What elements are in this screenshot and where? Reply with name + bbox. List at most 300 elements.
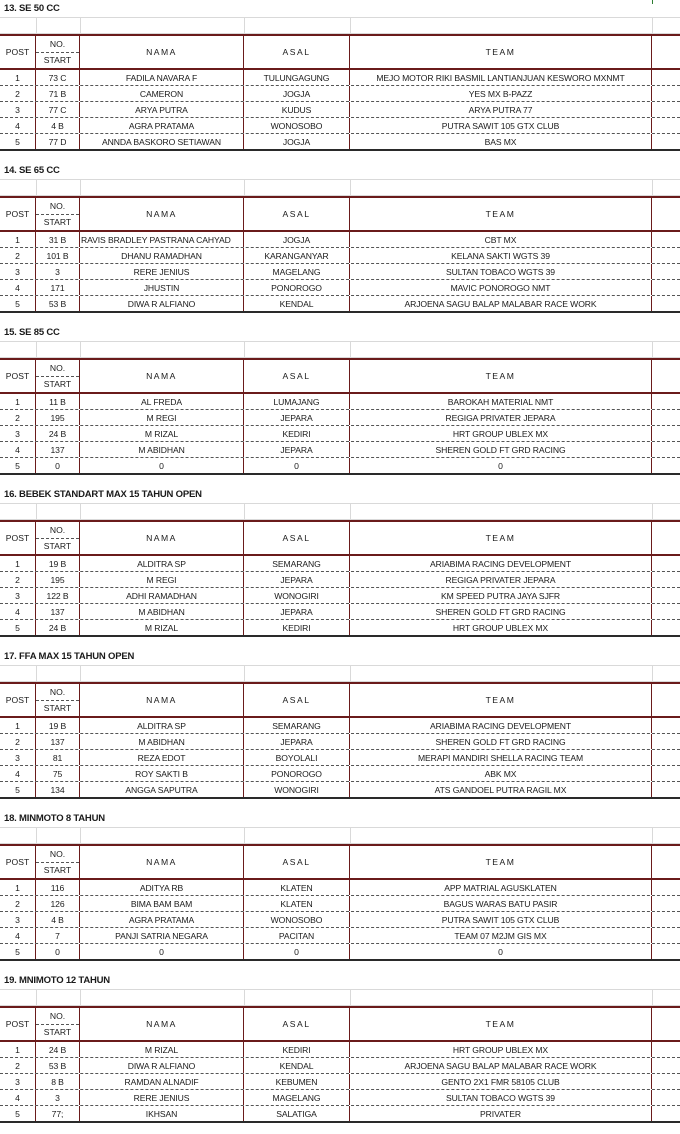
table-row[interactable] bbox=[0, 588, 680, 604]
table-row[interactable] bbox=[0, 750, 680, 766]
header-no: NO. bbox=[36, 685, 79, 701]
cell-nama[interactable]: RERE JENIUS bbox=[80, 1090, 244, 1105]
cell-post[interactable]: 2 bbox=[0, 572, 36, 587]
cell-asal[interactable]: JEPARA bbox=[244, 442, 350, 457]
cell-nama[interactable]: M ABIDHAN bbox=[80, 442, 244, 457]
cell-asal[interactable]: JEPARA bbox=[244, 734, 350, 749]
header-start: START bbox=[43, 702, 72, 713]
cell-asal[interactable]: KEDIRI bbox=[244, 620, 350, 635]
cell-start[interactable]: 171 bbox=[36, 280, 80, 295]
cell-team[interactable]: YES MX B-PAZZ bbox=[350, 86, 652, 101]
sheet-gridline-vertical bbox=[244, 341, 245, 358]
cell-team[interactable]: REGIGA PRIVATER JEPARA bbox=[350, 410, 652, 425]
cell-start[interactable]: 122 B bbox=[36, 588, 80, 603]
cell-asal[interactable]: SEMARANG bbox=[244, 556, 350, 571]
cell-extra[interactable] bbox=[652, 280, 680, 295]
cell-asal[interactable]: SALATIGA bbox=[244, 1106, 350, 1121]
cell-asal[interactable]: WONOGIRI bbox=[244, 588, 350, 603]
cell-team[interactable]: HRT GROUP UBLEX MX bbox=[350, 426, 652, 441]
table-row[interactable] bbox=[0, 880, 680, 896]
cell-team[interactable]: GENTO 2X1 FMR 58105 CLUB bbox=[350, 1074, 652, 1089]
table-row[interactable] bbox=[0, 70, 680, 86]
cell-extra[interactable] bbox=[652, 718, 680, 733]
sheet-gridline bbox=[0, 341, 680, 342]
cell-asal[interactable]: SEMARANG bbox=[244, 718, 350, 733]
table-row[interactable] bbox=[0, 896, 680, 912]
cell-start[interactable]: 24 B bbox=[36, 426, 80, 441]
sheet-gridline-vertical bbox=[652, 989, 653, 1006]
cell-start[interactable]: 75 bbox=[36, 766, 80, 781]
cell-extra[interactable] bbox=[652, 944, 680, 959]
cell-team[interactable]: 0 bbox=[350, 944, 652, 959]
cell-post[interactable]: 1 bbox=[0, 556, 36, 571]
cell-post[interactable]: 1 bbox=[0, 70, 36, 85]
header-nama: NAMA bbox=[80, 684, 244, 716]
cell-team[interactable]: APP MATRIAL AGUSKLATEN bbox=[350, 880, 652, 895]
cell-asal[interactable]: JOGJA bbox=[244, 232, 350, 247]
table-row[interactable] bbox=[0, 280, 680, 296]
results-table bbox=[0, 682, 680, 799]
cell-post[interactable]: 2 bbox=[0, 734, 36, 749]
cell-asal[interactable]: KLATEN bbox=[244, 880, 350, 895]
cell-team[interactable]: ARIABIMA RACING DEVELOPMENT bbox=[350, 556, 652, 571]
cell-start[interactable]: 3 bbox=[36, 264, 80, 279]
cell-nama[interactable]: M ABIDHAN bbox=[80, 604, 244, 619]
cell-asal[interactable]: KARANGANYAR bbox=[244, 248, 350, 263]
cell-asal[interactable]: KLATEN bbox=[244, 896, 350, 911]
cell-extra[interactable] bbox=[652, 86, 680, 101]
cell-start[interactable]: 137 bbox=[36, 604, 80, 619]
cell-nama[interactable]: AL FREDA bbox=[80, 394, 244, 409]
cell-extra[interactable] bbox=[652, 134, 680, 149]
cell-nama[interactable]: RERE JENIUS bbox=[80, 264, 244, 279]
cell-post[interactable]: 3 bbox=[0, 912, 36, 927]
cell-asal[interactable]: KENDAL bbox=[244, 1058, 350, 1073]
cell-asal[interactable]: PONOROGO bbox=[244, 766, 350, 781]
cell-extra[interactable] bbox=[652, 458, 680, 473]
cell-asal[interactable]: KENDAL bbox=[244, 296, 350, 311]
header-nama: NAMA bbox=[80, 522, 244, 554]
cell-post[interactable]: 2 bbox=[0, 410, 36, 425]
cell-team[interactable]: ABK MX bbox=[350, 766, 652, 781]
table-row[interactable] bbox=[0, 928, 680, 944]
sheet-gridline bbox=[0, 179, 680, 180]
cell-post[interactable]: 4 bbox=[0, 118, 36, 133]
cell-post[interactable]: 3 bbox=[0, 264, 36, 279]
sheet-gridline-vertical bbox=[652, 503, 653, 520]
section-title[interactable]: 13. SE 50 CC bbox=[4, 3, 60, 14]
cell-post[interactable]: 1 bbox=[0, 880, 36, 895]
table-row[interactable] bbox=[0, 296, 680, 313]
table-header bbox=[0, 846, 680, 880]
cell-post[interactable]: 2 bbox=[0, 248, 36, 263]
cell-post[interactable]: 2 bbox=[0, 1058, 36, 1073]
cell-nama[interactable]: M RIZAL bbox=[80, 426, 244, 441]
cell-extra[interactable] bbox=[652, 1090, 680, 1105]
section-title[interactable]: 15. SE 85 CC bbox=[4, 327, 60, 338]
cell-asal[interactable]: LUMAJANG bbox=[244, 394, 350, 409]
cell-extra[interactable] bbox=[652, 442, 680, 457]
cell-team[interactable]: MEJO MOTOR RIKI BASMIL LANTIANJUAN KESWORO MXNMT bbox=[350, 70, 652, 85]
sheet-gridline-vertical bbox=[244, 989, 245, 1006]
table-row[interactable] bbox=[0, 264, 680, 280]
cell-start[interactable]: 24 B bbox=[36, 1042, 80, 1057]
cell-post[interactable]: 3 bbox=[0, 102, 36, 117]
header-no-start bbox=[36, 684, 80, 716]
cell-start[interactable]: 77; bbox=[36, 1106, 80, 1121]
cell-nama[interactable]: REZA EDOT bbox=[80, 750, 244, 765]
cell-team[interactable]: SHEREN GOLD FT GRD RACING bbox=[350, 734, 652, 749]
cell-asal[interactable]: PONOROGO bbox=[244, 280, 350, 295]
header-no: NO. bbox=[36, 523, 79, 539]
table-row[interactable] bbox=[0, 718, 680, 734]
header-extra-cell bbox=[652, 846, 680, 878]
cell-team[interactable]: PUTRA SAWIT 105 GTX CLUB bbox=[350, 912, 652, 927]
table-row[interactable] bbox=[0, 394, 680, 410]
sheet-gridline-vertical bbox=[80, 827, 81, 844]
cell-nama[interactable]: 0 bbox=[80, 944, 244, 959]
cell-start[interactable]: 71 B bbox=[36, 86, 80, 101]
table-row[interactable] bbox=[0, 912, 680, 928]
results-table bbox=[0, 358, 680, 475]
cell-extra[interactable] bbox=[652, 296, 680, 311]
section-title[interactable]: 17. FFA MAX 15 TAHUN OPEN bbox=[4, 651, 135, 662]
cell-extra[interactable] bbox=[652, 620, 680, 635]
cell-nama[interactable]: PANJI SATRIA NEGARA bbox=[80, 928, 244, 943]
cell-extra[interactable] bbox=[652, 1074, 680, 1089]
cell-start[interactable]: 19 B bbox=[36, 718, 80, 733]
cell-asal[interactable]: KUDUS bbox=[244, 102, 350, 117]
cell-extra[interactable] bbox=[652, 880, 680, 895]
table-row[interactable] bbox=[0, 232, 680, 248]
cell-asal[interactable]: MAGELANG bbox=[244, 264, 350, 279]
cell-asal[interactable]: KEDIRI bbox=[244, 1042, 350, 1057]
cell-extra[interactable] bbox=[652, 896, 680, 911]
cell-post[interactable]: 1 bbox=[0, 718, 36, 733]
cell-start[interactable]: 116 bbox=[36, 880, 80, 895]
table-row[interactable] bbox=[0, 572, 680, 588]
cell-team[interactable]: BAGUS WARAS BATU PASIR bbox=[350, 896, 652, 911]
cell-post[interactable]: 5 bbox=[0, 458, 36, 473]
cell-team[interactable]: ARYA PUTRA 77 bbox=[350, 102, 652, 117]
table-row[interactable] bbox=[0, 1090, 680, 1106]
cell-team[interactable]: SULTAN TOBACO WGTS 39 bbox=[350, 264, 652, 279]
cell-team[interactable]: BAROKAH MATERIAL NMT bbox=[350, 394, 652, 409]
cell-extra[interactable] bbox=[652, 572, 680, 587]
cell-post[interactable]: 4 bbox=[0, 1090, 36, 1105]
table-row[interactable] bbox=[0, 426, 680, 442]
cell-extra[interactable] bbox=[652, 734, 680, 749]
cell-nama[interactable]: ANNDA BASKORO SETIAWAN bbox=[80, 134, 244, 149]
cell-asal[interactable]: WONOGIRI bbox=[244, 782, 350, 797]
cell-asal[interactable]: BOYOLALI bbox=[244, 750, 350, 765]
cell-start[interactable]: 77 D bbox=[36, 134, 80, 149]
header-no: NO. bbox=[36, 1009, 79, 1025]
cell-extra[interactable] bbox=[652, 588, 680, 603]
cell-start[interactable]: 0 bbox=[36, 458, 80, 473]
header-no-start bbox=[36, 846, 80, 878]
results-table bbox=[0, 520, 680, 637]
table-row[interactable] bbox=[0, 134, 680, 151]
cell-nama[interactable]: IKHSAN bbox=[80, 1106, 244, 1121]
sheet-gridline-vertical bbox=[350, 989, 351, 1006]
header-no: NO. bbox=[36, 37, 79, 53]
cell-extra[interactable] bbox=[652, 604, 680, 619]
cell-team[interactable]: HRT GROUP UBLEX MX bbox=[350, 1042, 652, 1057]
cell-start[interactable]: 24 B bbox=[36, 620, 80, 635]
cell-post[interactable]: 4 bbox=[0, 442, 36, 457]
cell-start[interactable]: 4 B bbox=[36, 912, 80, 927]
cell-extra[interactable] bbox=[652, 782, 680, 797]
cell-start[interactable]: 4 B bbox=[36, 118, 80, 133]
cell-nama[interactable]: DIWA R ALFIANO bbox=[80, 296, 244, 311]
header-start: START bbox=[43, 216, 72, 227]
sheet-gridline-vertical bbox=[36, 341, 37, 358]
cell-asal[interactable]: 0 bbox=[244, 458, 350, 473]
section-title[interactable]: 18. MINMOTO 8 TAHUN bbox=[4, 813, 105, 824]
table-row[interactable] bbox=[0, 102, 680, 118]
cell-start[interactable]: 8 B bbox=[36, 1074, 80, 1089]
cell-nama[interactable]: BIMA BAM BAM bbox=[80, 896, 244, 911]
cell-team[interactable]: HRT GROUP UBLEX MX bbox=[350, 620, 652, 635]
table-row[interactable] bbox=[0, 1106, 680, 1123]
cell-asal[interactable]: JEPARA bbox=[244, 410, 350, 425]
cell-start[interactable]: 53 B bbox=[36, 1058, 80, 1073]
cell-post[interactable]: 4 bbox=[0, 280, 36, 295]
cell-nama[interactable]: ADITYA RB bbox=[80, 880, 244, 895]
cell-nama[interactable]: CAMERON bbox=[80, 86, 244, 101]
cell-start[interactable]: 3 bbox=[36, 1090, 80, 1105]
cell-start[interactable]: 0 bbox=[36, 944, 80, 959]
cell-team[interactable]: MERAPI MANDIRI SHELLA RACING TEAM bbox=[350, 750, 652, 765]
race-class-section bbox=[0, 162, 680, 324]
sheet-gridline-vertical bbox=[80, 989, 81, 1006]
cell-team[interactable]: SHEREN GOLD FT GRD RACING bbox=[350, 442, 652, 457]
cell-team[interactable]: PRIVATER bbox=[350, 1106, 652, 1121]
cell-nama[interactable]: DHANU RAMADHAN bbox=[80, 248, 244, 263]
cell-nama[interactable]: ARYA PUTRA bbox=[80, 102, 244, 117]
cell-nama[interactable]: ADHI RAMADHAN bbox=[80, 588, 244, 603]
cell-extra[interactable] bbox=[652, 912, 680, 927]
cell-asal[interactable]: 0 bbox=[244, 944, 350, 959]
cell-asal[interactable]: JOGJA bbox=[244, 86, 350, 101]
table-row[interactable] bbox=[0, 86, 680, 102]
table-row[interactable] bbox=[0, 410, 680, 426]
cell-team[interactable]: ARJOENA SAGU BALAP MALABAR RACE WORK bbox=[350, 296, 652, 311]
cell-post[interactable]: 4 bbox=[0, 604, 36, 619]
table-row[interactable] bbox=[0, 766, 680, 782]
cell-extra[interactable] bbox=[652, 928, 680, 943]
cell-start[interactable]: 195 bbox=[36, 572, 80, 587]
cell-start[interactable]: 126 bbox=[36, 896, 80, 911]
cell-start[interactable]: 31 B bbox=[36, 232, 80, 247]
cell-nama[interactable]: ANGGA SAPUTRA bbox=[80, 782, 244, 797]
cell-post[interactable]: 1 bbox=[0, 232, 36, 247]
cell-post[interactable]: 5 bbox=[0, 1106, 36, 1121]
table-row[interactable] bbox=[0, 604, 680, 620]
cell-post[interactable]: 1 bbox=[0, 394, 36, 409]
cell-nama[interactable]: RAVIS BRADLEY PASTRANA CAHYAD bbox=[80, 232, 244, 247]
table-row[interactable] bbox=[0, 248, 680, 264]
section-title[interactable]: 19. MNIMOTO 12 TAHUN bbox=[4, 975, 110, 986]
results-table bbox=[0, 844, 680, 961]
section-title[interactable]: 16. BEBEK STANDART MAX 15 TAHUN OPEN bbox=[4, 489, 202, 500]
cell-extra[interactable] bbox=[652, 264, 680, 279]
cell-asal[interactable]: JEPARA bbox=[244, 572, 350, 587]
cell-team[interactable]: TEAM 07 M2JM GIS MX bbox=[350, 928, 652, 943]
cell-nama[interactable]: M REGI bbox=[80, 572, 244, 587]
cell-extra[interactable] bbox=[652, 766, 680, 781]
cell-post[interactable]: 2 bbox=[0, 86, 36, 101]
cell-nama[interactable]: M RIZAL bbox=[80, 1042, 244, 1057]
header-team: TEAM bbox=[350, 684, 652, 716]
cell-post[interactable]: 3 bbox=[0, 1074, 36, 1089]
cell-asal[interactable]: JOGJA bbox=[244, 134, 350, 149]
cell-extra[interactable] bbox=[652, 102, 680, 117]
cell-team[interactable]: ARJOENA SAGU BALAP MALABAR RACE WORK bbox=[350, 1058, 652, 1073]
cell-nama[interactable]: JHUSTIN bbox=[80, 280, 244, 295]
cell-team[interactable]: ATS GANDOEL PUTRA RAGIL MX bbox=[350, 782, 652, 797]
cell-asal[interactable]: KEDIRI bbox=[244, 426, 350, 441]
sheet-gridline-vertical bbox=[36, 827, 37, 844]
race-class-section bbox=[0, 0, 680, 162]
table-header bbox=[0, 36, 680, 70]
cell-extra[interactable] bbox=[652, 70, 680, 85]
cell-team[interactable]: KM SPEED PUTRA JAYA SJFR bbox=[350, 588, 652, 603]
cell-extra[interactable] bbox=[652, 750, 680, 765]
section-title[interactable]: 14. SE 65 CC bbox=[4, 165, 60, 176]
cell-start[interactable]: 11 B bbox=[36, 394, 80, 409]
sheet-gridline bbox=[0, 503, 680, 504]
cell-post[interactable]: 4 bbox=[0, 766, 36, 781]
table-row[interactable] bbox=[0, 1042, 680, 1058]
table-row[interactable] bbox=[0, 556, 680, 572]
cell-nama[interactable]: ALDITRA SP bbox=[80, 556, 244, 571]
cell-start[interactable]: 77 C bbox=[36, 102, 80, 117]
cell-start[interactable]: 73 C bbox=[36, 70, 80, 85]
cell-team[interactable]: PUTRA SAWIT 105 GTX CLUB bbox=[350, 118, 652, 133]
table-row[interactable] bbox=[0, 118, 680, 134]
cell-team[interactable]: CBT MX bbox=[350, 232, 652, 247]
cell-team[interactable]: KELANA SAKTI WGTS 39 bbox=[350, 248, 652, 263]
table-row[interactable] bbox=[0, 1058, 680, 1074]
cell-start[interactable]: 53 B bbox=[36, 296, 80, 311]
cell-extra[interactable] bbox=[652, 410, 680, 425]
results-table bbox=[0, 34, 680, 151]
sheet-gridline-vertical bbox=[36, 179, 37, 196]
cell-post[interactable]: 5 bbox=[0, 782, 36, 797]
cell-team[interactable]: REGIGA PRIVATER JEPARA bbox=[350, 572, 652, 587]
cell-start[interactable]: 101 B bbox=[36, 248, 80, 263]
cell-post[interactable]: 1 bbox=[0, 1042, 36, 1057]
cell-extra[interactable] bbox=[652, 232, 680, 247]
cell-nama[interactable]: ALDITRA SP bbox=[80, 718, 244, 733]
cell-post[interactable]: 2 bbox=[0, 896, 36, 911]
header-start: START bbox=[43, 378, 72, 389]
cell-extra[interactable] bbox=[652, 394, 680, 409]
cell-start[interactable]: 137 bbox=[36, 734, 80, 749]
cell-extra[interactable] bbox=[652, 118, 680, 133]
cell-asal[interactable]: WONOSOBO bbox=[244, 118, 350, 133]
header-nama: NAMA bbox=[80, 846, 244, 878]
cell-start[interactable]: 195 bbox=[36, 410, 80, 425]
cell-nama[interactable]: M REGI bbox=[80, 410, 244, 425]
cell-post[interactable]: 5 bbox=[0, 296, 36, 311]
cell-team[interactable]: SHEREN GOLD FT GRD RACING bbox=[350, 604, 652, 619]
cell-asal[interactable]: TULUNGAGUNG bbox=[244, 70, 350, 85]
cell-post[interactable]: 3 bbox=[0, 426, 36, 441]
race-class-section bbox=[0, 648, 680, 810]
cell-extra[interactable] bbox=[652, 248, 680, 263]
cell-team[interactable]: BAS MX bbox=[350, 134, 652, 149]
race-class-section bbox=[0, 486, 680, 648]
cell-team[interactable]: ARIABIMA RACING DEVELOPMENT bbox=[350, 718, 652, 733]
cell-extra[interactable] bbox=[652, 1042, 680, 1057]
cell-post[interactable]: 3 bbox=[0, 588, 36, 603]
cell-nama[interactable]: M RIZAL bbox=[80, 620, 244, 635]
cell-nama[interactable]: AGRA PRATAMA bbox=[80, 912, 244, 927]
cell-post[interactable]: 4 bbox=[0, 928, 36, 943]
cell-asal[interactable]: MAGELANG bbox=[244, 1090, 350, 1105]
cell-start[interactable]: 81 bbox=[36, 750, 80, 765]
header-asal: ASAL bbox=[244, 522, 350, 554]
cell-post[interactable]: 5 bbox=[0, 944, 36, 959]
cell-nama[interactable]: 0 bbox=[80, 458, 244, 473]
cell-start[interactable]: 7 bbox=[36, 928, 80, 943]
cell-start[interactable]: 134 bbox=[36, 782, 80, 797]
table-row[interactable] bbox=[0, 620, 680, 637]
header-start: START bbox=[43, 54, 72, 65]
cell-nama[interactable]: ROY SAKTI B bbox=[80, 766, 244, 781]
cell-start[interactable]: 19 B bbox=[36, 556, 80, 571]
cell-team[interactable]: MAVIC PONOROGO NMT bbox=[350, 280, 652, 295]
table-row[interactable] bbox=[0, 458, 680, 475]
cell-nama[interactable]: M ABIDHAN bbox=[80, 734, 244, 749]
header-extra-cell bbox=[652, 198, 680, 230]
cell-nama[interactable]: FADILA NAVARA F bbox=[80, 70, 244, 85]
cell-team[interactable]: 0 bbox=[350, 458, 652, 473]
cell-post[interactable]: 5 bbox=[0, 620, 36, 635]
cell-asal[interactable]: PACITAN bbox=[244, 928, 350, 943]
sheet-gridline-vertical bbox=[350, 503, 351, 520]
header-nama: NAMA bbox=[80, 1008, 244, 1040]
header-team: TEAM bbox=[350, 846, 652, 878]
cell-extra[interactable] bbox=[652, 1106, 680, 1121]
cell-nama[interactable]: RAMDAN ALNADIF bbox=[80, 1074, 244, 1089]
cell-extra[interactable] bbox=[652, 426, 680, 441]
cell-start[interactable]: 137 bbox=[36, 442, 80, 457]
table-row[interactable] bbox=[0, 944, 680, 961]
header-extra-cell bbox=[652, 36, 680, 68]
cell-extra[interactable] bbox=[652, 556, 680, 571]
cell-nama[interactable]: AGRA PRATAMA bbox=[80, 118, 244, 133]
cell-team[interactable]: SULTAN TOBACO WGTS 39 bbox=[350, 1090, 652, 1105]
table-row[interactable] bbox=[0, 782, 680, 799]
cell-post[interactable]: 3 bbox=[0, 750, 36, 765]
cell-asal[interactable]: WONOSOBO bbox=[244, 912, 350, 927]
sheet-gridline-vertical bbox=[80, 179, 81, 196]
cell-nama[interactable]: DIWA R ALFIANO bbox=[80, 1058, 244, 1073]
cell-asal[interactable]: JEPARA bbox=[244, 604, 350, 619]
cell-post[interactable]: 5 bbox=[0, 134, 36, 149]
table-row[interactable] bbox=[0, 1074, 680, 1090]
table-row[interactable] bbox=[0, 442, 680, 458]
header-start: START bbox=[43, 540, 72, 551]
cell-asal[interactable]: KEBUMEN bbox=[244, 1074, 350, 1089]
sheet-gridline-vertical bbox=[652, 179, 653, 196]
cell-extra[interactable] bbox=[652, 1058, 680, 1073]
table-row[interactable] bbox=[0, 734, 680, 750]
